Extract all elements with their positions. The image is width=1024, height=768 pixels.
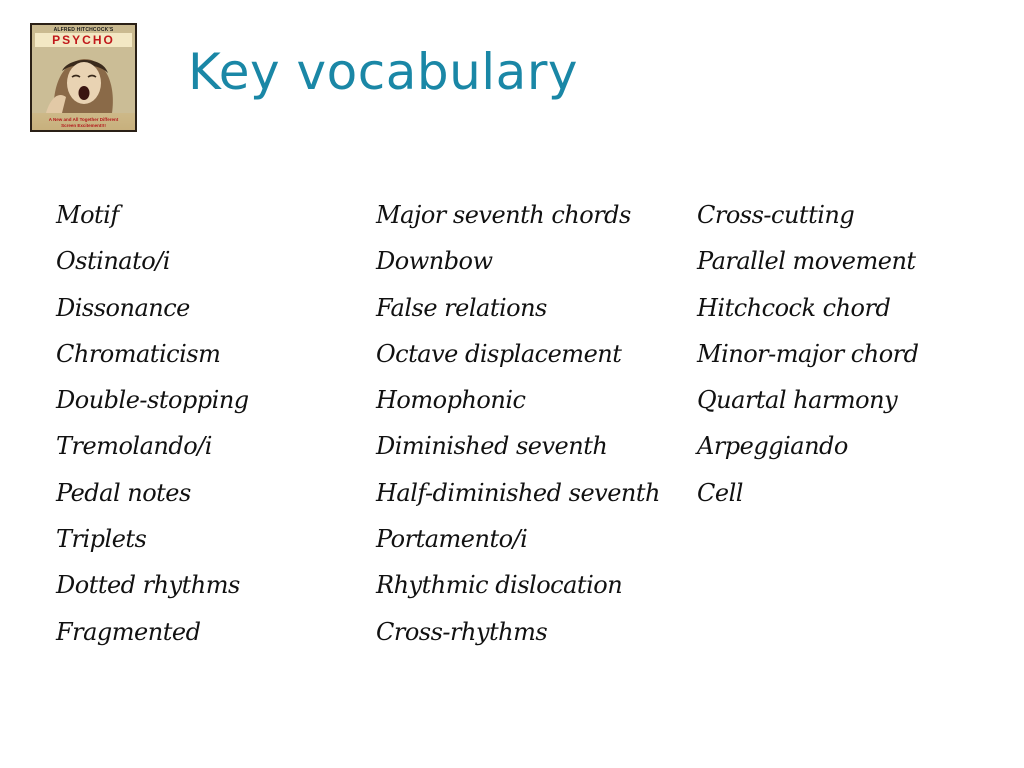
vocabulary-term: Quartal harmony [697, 386, 898, 415]
poster-tagline-line1: A New and All Together Different [48, 117, 119, 122]
vocabulary-term: Cross-rhythms [376, 617, 548, 646]
vocabulary-term: Cell [697, 478, 743, 507]
vocabulary-term: Downbow [376, 247, 493, 276]
vocabulary-term: Cross-cutting [697, 201, 855, 229]
poster-tagline [34, 117, 133, 128]
vocabulary-term: Parallel movement [697, 247, 916, 276]
vocabulary-term: Rhythmic dislocation [376, 571, 623, 600]
vocabulary-term: Major seventh chords [376, 201, 631, 229]
vocabulary-term: Dissonance [56, 293, 190, 322]
poster-top-text: ALFRED HITCHCOCK'S [53, 27, 114, 33]
vocabulary-term: Triplets [56, 525, 147, 554]
slide-title: Key vocabulary [188, 43, 578, 101]
poster-tagline-line2: Screen Excitement!!! [61, 122, 106, 128]
poster-title: PSYCHO [35, 33, 132, 47]
vocabulary-term: Fragmented [56, 617, 201, 646]
vocabulary-term: Ostinato/i [56, 247, 170, 276]
vocabulary-term: Half-diminished seventh [376, 478, 660, 507]
vocabulary-term: Portamento/i [376, 525, 528, 554]
vocabulary-term: Motif [56, 201, 119, 229]
vocabulary-column-1 [56, 192, 249, 655]
vocabulary-term: Arpeggiando [697, 432, 848, 461]
screaming-face-icon [32, 47, 135, 113]
vocabulary-term: Homophonic [376, 386, 526, 415]
vocabulary-term: Double-stopping [56, 386, 249, 415]
vocabulary-term: Diminished seventh [376, 432, 608, 461]
vocabulary-term: Tremolando/i [56, 432, 212, 461]
vocabulary-term: Chromaticism [56, 339, 221, 368]
psycho-poster-image [30, 23, 137, 132]
vocabulary-term: Pedal notes [56, 478, 191, 507]
vocabulary-term: False relations [376, 293, 547, 322]
vocabulary-term: Minor-major chord [697, 339, 919, 368]
vocabulary-term: Hitchcock chord [697, 293, 891, 322]
vocabulary-term: Dotted rhythms [56, 571, 240, 600]
vocabulary-term: Octave displacement [376, 339, 622, 368]
vocabulary-column-2 [376, 192, 660, 655]
vocabulary-column-3 [697, 192, 918, 516]
